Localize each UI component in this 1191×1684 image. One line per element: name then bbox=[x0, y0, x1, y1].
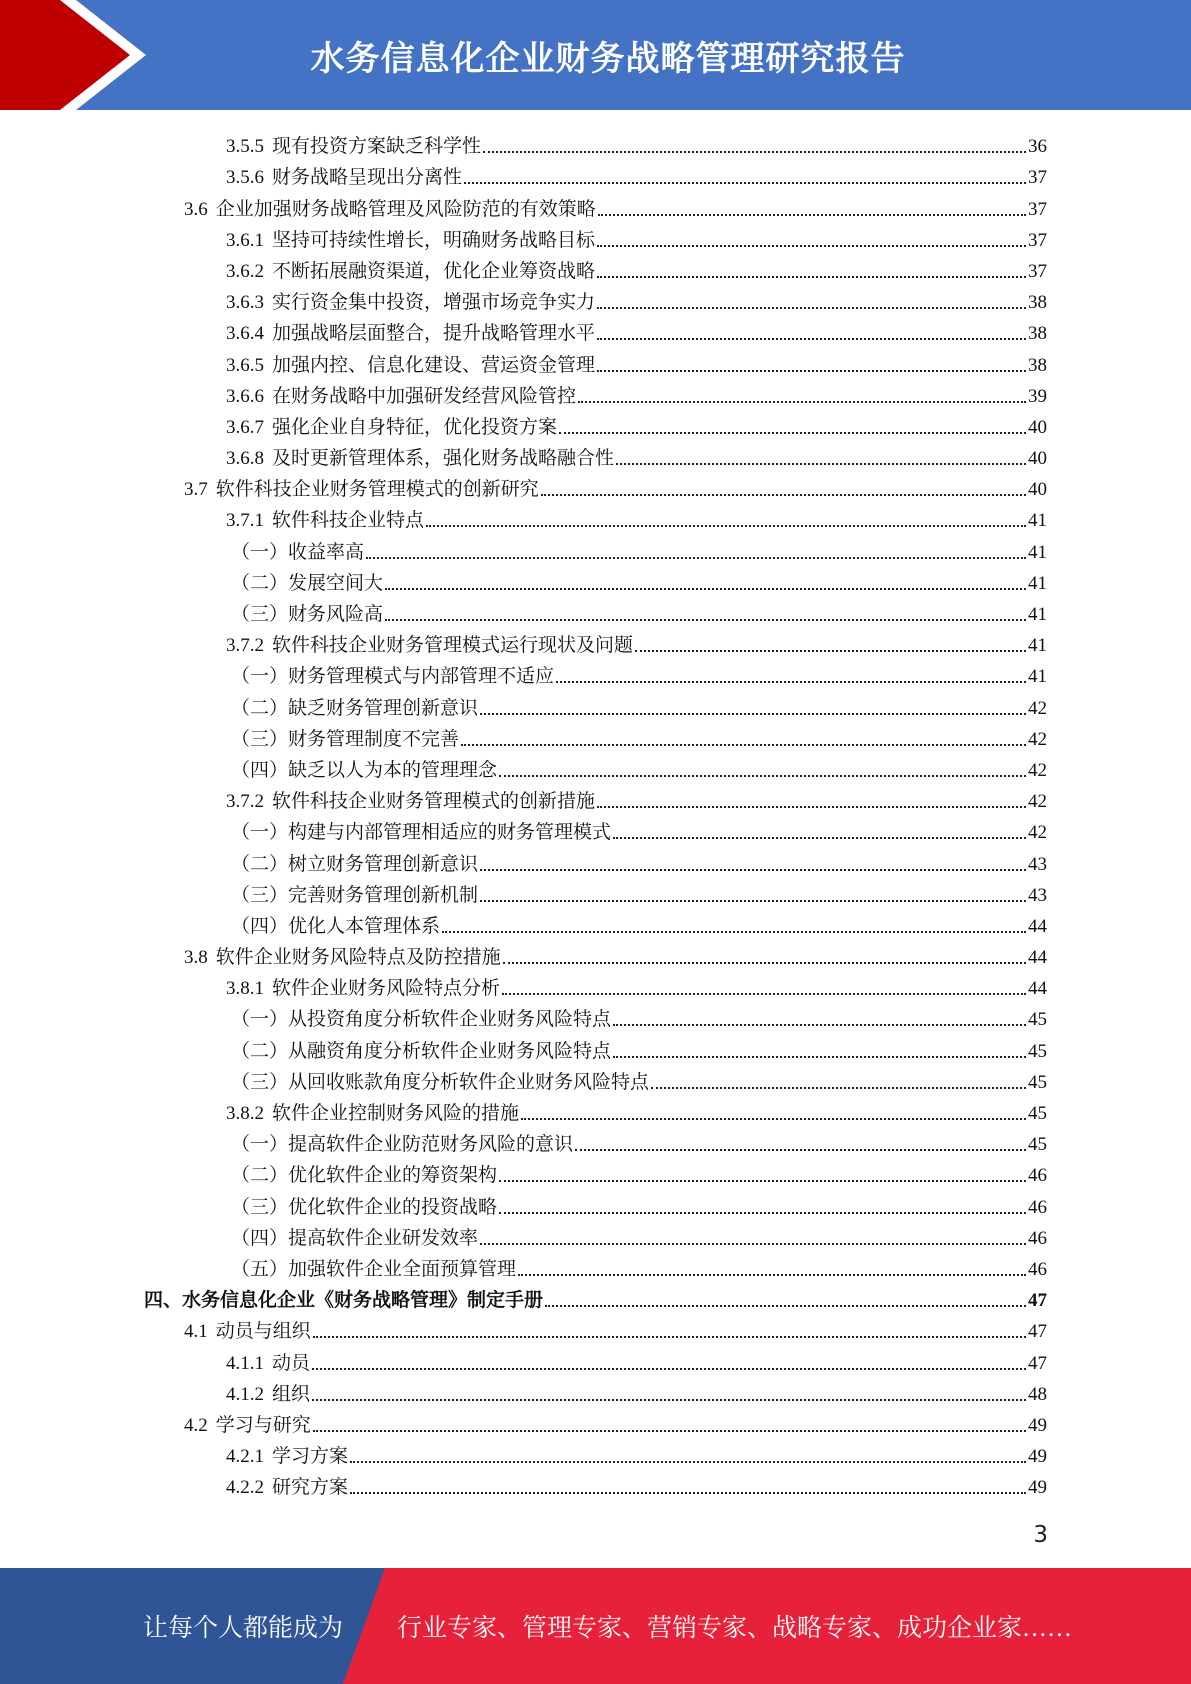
toc-entry-title: 软件科技企业财务管理模式的创新措施 bbox=[272, 791, 596, 813]
toc-entry[interactable] bbox=[0, 189, 1191, 220]
toc-entry[interactable] bbox=[0, 501, 1191, 532]
toc-dot-leader bbox=[613, 1024, 1026, 1026]
toc-dot-leader bbox=[578, 401, 1026, 403]
toc-entry[interactable] bbox=[0, 751, 1191, 782]
toc-entry-title: 在财务战略中加强研发经营风险管控 bbox=[272, 385, 577, 407]
toc-entry-title: （二）从融资角度分析软件企业财务风险特点 bbox=[231, 1040, 612, 1062]
toc-dot-leader bbox=[313, 1336, 1026, 1338]
toc-entry-page: 46 bbox=[1028, 1196, 1047, 1218]
toc-entry[interactable] bbox=[0, 1125, 1191, 1156]
toc-dot-leader bbox=[426, 525, 1026, 527]
toc-entry-number: 4.1.2 bbox=[226, 1383, 264, 1405]
table-of-contents bbox=[0, 127, 1191, 1499]
toc-entry-title: 研究方案 bbox=[272, 1477, 349, 1499]
toc-entry-page: 38 bbox=[1028, 292, 1047, 314]
toc-dot-leader bbox=[480, 869, 1026, 871]
toc-entry-page: 42 bbox=[1028, 791, 1047, 813]
toc-entry-title: （二）发展空间大 bbox=[231, 572, 384, 594]
toc-entry-title: （五）加强软件企业全面预算管理 bbox=[231, 1258, 517, 1280]
toc-entry-page: 43 bbox=[1028, 853, 1047, 875]
toc-entry-title: 坚持可持续性增长，明确财务战略目标 bbox=[272, 229, 596, 251]
toc-entry-number: 3.5.6 bbox=[226, 167, 264, 189]
toc-entry[interactable] bbox=[0, 532, 1191, 563]
toc-dot-leader bbox=[598, 214, 1026, 216]
toc-entry-title: （四）优化人本管理体系 bbox=[231, 915, 441, 937]
toc-dot-leader bbox=[385, 588, 1026, 590]
toc-entry-page: 37 bbox=[1028, 198, 1047, 220]
toc-entry[interactable] bbox=[0, 782, 1191, 813]
toc-entry[interactable] bbox=[0, 813, 1191, 844]
toc-entry-title: （三）优化软件企业的投资战略 bbox=[231, 1196, 498, 1218]
toc-entry-number: 3.6.3 bbox=[226, 292, 264, 314]
toc-dot-leader bbox=[480, 900, 1026, 902]
toc-entry[interactable] bbox=[0, 127, 1191, 158]
toc-entry-number: 3.8.2 bbox=[226, 1103, 264, 1124]
toc-entry[interactable] bbox=[0, 1063, 1191, 1094]
toc-dot-leader bbox=[613, 837, 1026, 839]
toc-dot-leader bbox=[499, 1180, 1026, 1182]
toc-entry[interactable] bbox=[0, 1219, 1191, 1250]
toc-entry-number: 4.1.1 bbox=[226, 1352, 264, 1374]
toc-dot-leader bbox=[575, 1149, 1026, 1151]
toc-entry[interactable] bbox=[0, 377, 1191, 408]
toc-entry-title: 企业加强财务战略管理及风险防范的有效策略 bbox=[215, 198, 596, 220]
toc-entry-number: 3.7.2 bbox=[226, 635, 264, 657]
toc-entry-page: 37 bbox=[1028, 167, 1047, 189]
toc-entry[interactable] bbox=[0, 408, 1191, 439]
toc-entry-page: 45 bbox=[1028, 1103, 1047, 1124]
toc-dot-leader bbox=[499, 1212, 1026, 1214]
toc-entry-title: 加强战略层面整合，提升战略管理水平 bbox=[272, 323, 596, 345]
toc-entry-title: 软件科技企业特点 bbox=[272, 510, 425, 532]
toc-entry-number: 3.6 bbox=[184, 198, 208, 220]
toc-entry[interactable] bbox=[0, 720, 1191, 751]
toc-entry-title: 软件科技企业财务管理模式的创新研究 bbox=[215, 479, 539, 501]
page-footer bbox=[0, 1568, 1191, 1684]
toc-dot-leader bbox=[502, 993, 1026, 995]
toc-entry-page: 41 bbox=[1028, 541, 1047, 563]
toc-entry-title: 强化企业自身特征，优化投资方案 bbox=[272, 416, 558, 438]
toc-dot-leader bbox=[541, 494, 1026, 496]
toc-dot-leader bbox=[597, 338, 1026, 340]
toc-dot-leader bbox=[312, 1368, 1026, 1370]
toc-entry-number: 3.6.6 bbox=[226, 385, 264, 407]
toc-entry-page: 41 bbox=[1028, 572, 1047, 594]
toc-entry[interactable] bbox=[0, 1281, 1191, 1312]
toc-entry[interactable] bbox=[0, 938, 1191, 969]
footer-roles: 行业专家、管理专家、营销专家、战略专家、成功企业家…… bbox=[397, 1615, 1073, 1642]
toc-entry-title: 及时更新管理体系，强化财务战略融合性 bbox=[272, 448, 615, 470]
toc-entry-title: （三）从回收账款角度分析软件企业财务风险特点 bbox=[231, 1071, 650, 1093]
toc-entry[interactable] bbox=[0, 657, 1191, 688]
toc-entry-page: 41 bbox=[1028, 510, 1047, 532]
toc-entry-page: 45 bbox=[1028, 1134, 1047, 1156]
toc-entry-page: 39 bbox=[1028, 385, 1047, 407]
toc-entry-title: 财务战略呈现出分离性 bbox=[272, 167, 463, 189]
toc-entry-title: （二）优化软件企业的筹资架构 bbox=[231, 1165, 498, 1187]
toc-entry[interactable] bbox=[0, 1187, 1191, 1218]
toc-dot-leader bbox=[313, 1430, 1026, 1432]
toc-dot-leader bbox=[616, 463, 1026, 465]
toc-entry-number: 4.2.2 bbox=[226, 1477, 264, 1499]
toc-entry-page: 42 bbox=[1028, 759, 1047, 781]
toc-entry-title: （二）树立财务管理创新意识 bbox=[231, 853, 479, 875]
toc-dot-leader bbox=[464, 182, 1026, 184]
toc-entry-title: 不断拓展融资渠道，优化企业筹资战略 bbox=[272, 260, 596, 282]
toc-entry[interactable] bbox=[0, 1406, 1191, 1437]
toc-dot-leader bbox=[385, 619, 1026, 621]
toc-entry-title: （二）缺乏财务管理创新意识 bbox=[231, 697, 479, 719]
toc-entry[interactable] bbox=[0, 158, 1191, 189]
toc-entry-number: 3.7.2 bbox=[226, 791, 264, 813]
toc-entry-title: 软件企业控制财务风险的措施 bbox=[272, 1103, 520, 1124]
toc-entry-page: 40 bbox=[1028, 416, 1047, 438]
toc-entry-page: 42 bbox=[1028, 697, 1047, 719]
toc-dot-leader bbox=[556, 681, 1026, 683]
toc-entry[interactable] bbox=[0, 1375, 1191, 1406]
toc-entry-number: 4.1 bbox=[184, 1321, 208, 1343]
toc-entry-title: 组织 bbox=[272, 1383, 311, 1405]
toc-entry-page: 41 bbox=[1028, 604, 1047, 625]
toc-entry[interactable] bbox=[0, 1000, 1191, 1031]
toc-dot-leader bbox=[499, 775, 1026, 777]
toc-entry-page: 38 bbox=[1028, 323, 1047, 345]
report-title: 水务信息化企业财务战略管理研究报告 bbox=[310, 38, 906, 79]
toc-entry[interactable] bbox=[0, 221, 1191, 252]
toc-entry-page: 37 bbox=[1028, 260, 1047, 282]
toc-dot-leader bbox=[461, 744, 1026, 746]
toc-dot-leader bbox=[483, 151, 1026, 153]
toc-entry-number: 3.6.2 bbox=[226, 260, 264, 282]
toc-entry-page: 47 bbox=[1028, 1290, 1047, 1312]
toc-entry[interactable] bbox=[0, 345, 1191, 376]
toc-dot-leader bbox=[613, 1056, 1026, 1058]
toc-entry[interactable] bbox=[0, 907, 1191, 938]
toc-entry-title: 软件科技企业财务管理模式运行现状及问题 bbox=[272, 635, 634, 657]
toc-dot-leader bbox=[597, 806, 1026, 808]
toc-entry-page: 49 bbox=[1028, 1477, 1047, 1499]
toc-entry[interactable] bbox=[0, 1312, 1191, 1343]
toc-entry-title: 软件企业财务风险特点分析 bbox=[272, 978, 501, 1000]
toc-entry-title: 加强内控、信息化建设、营运资金管理 bbox=[272, 354, 596, 376]
toc-dot-leader bbox=[651, 1087, 1026, 1089]
toc-entry-page: 45 bbox=[1028, 1009, 1047, 1031]
toc-entry[interactable] bbox=[0, 470, 1191, 501]
toc-entry-title: （一）提高软件企业防范财务风险的意识 bbox=[231, 1134, 574, 1156]
toc-dot-leader bbox=[597, 370, 1026, 372]
toc-dot-leader bbox=[545, 1305, 1026, 1307]
toc-entry-page: 44 bbox=[1028, 947, 1047, 969]
toc-entry-page: 40 bbox=[1028, 479, 1047, 501]
toc-entry-page: 49 bbox=[1028, 1414, 1047, 1436]
toc-entry-title: 四、水务信息化企业《财务战略管理》制定手册 bbox=[144, 1290, 544, 1312]
toc-entry-number: 3.7 bbox=[184, 479, 208, 501]
toc-dot-leader bbox=[597, 245, 1026, 247]
toc-entry[interactable] bbox=[0, 1156, 1191, 1187]
toc-dot-leader bbox=[503, 962, 1026, 964]
toc-entry[interactable] bbox=[0, 1031, 1191, 1062]
toc-dot-leader bbox=[480, 713, 1026, 715]
toc-entry[interactable] bbox=[0, 595, 1191, 626]
toc-entry-title: （一）财务管理模式与内部管理不适应 bbox=[231, 666, 555, 688]
footer-slogan: 让每个人都能成为 bbox=[143, 1615, 344, 1642]
toc-entry-title: 动员 bbox=[272, 1352, 311, 1374]
toc-entry-number: 3.6.1 bbox=[226, 229, 264, 251]
toc-entry[interactable] bbox=[0, 252, 1191, 283]
toc-dot-leader bbox=[597, 276, 1026, 278]
toc-entry-title: （四）缺乏以人为本的管理理念 bbox=[231, 759, 498, 781]
toc-entry-title: （一）构建与内部管理相适应的财务管理模式 bbox=[231, 822, 612, 844]
toc-entry-number: 3.6.4 bbox=[226, 323, 264, 345]
toc-dot-leader bbox=[480, 1243, 1026, 1245]
toc-entry[interactable] bbox=[0, 1250, 1191, 1281]
toc-entry-page: 44 bbox=[1028, 915, 1047, 937]
toc-entry-title: （四）提高软件企业研发效率 bbox=[231, 1227, 479, 1249]
toc-entry-page: 48 bbox=[1028, 1383, 1047, 1405]
toc-entry-title: （一）从投资角度分析软件企业财务风险特点 bbox=[231, 1009, 612, 1031]
toc-entry-page: 46 bbox=[1028, 1165, 1047, 1187]
toc-entry[interactable] bbox=[0, 1468, 1191, 1499]
toc-entry-number: 3.7.1 bbox=[226, 510, 264, 532]
toc-entry[interactable] bbox=[0, 283, 1191, 314]
toc-entry-number: 3.6.8 bbox=[226, 448, 264, 470]
toc-entry-page: 45 bbox=[1028, 1071, 1047, 1093]
toc-entry-title: 实行资金集中投资，增强市场竞争实力 bbox=[272, 292, 596, 314]
toc-entry[interactable] bbox=[0, 1094, 1191, 1125]
toc-entry[interactable] bbox=[0, 1343, 1191, 1374]
toc-entry-page: 41 bbox=[1028, 666, 1047, 688]
toc-entry-page: 41 bbox=[1028, 635, 1047, 657]
toc-dot-leader bbox=[521, 1118, 1026, 1120]
toc-entry-title: 学习方案 bbox=[272, 1446, 349, 1468]
toc-entry-number: 3.8 bbox=[184, 947, 208, 969]
toc-entry-title: （一）收益率高 bbox=[231, 541, 365, 563]
toc-entry-number: 3.5.5 bbox=[226, 136, 264, 158]
toc-entry-title: 学习与研究 bbox=[215, 1414, 311, 1436]
toc-entry-page: 46 bbox=[1028, 1258, 1047, 1280]
toc-entry-title: 动员与组织 bbox=[215, 1321, 311, 1343]
toc-entry-page: 46 bbox=[1028, 1227, 1047, 1249]
toc-entry-page: 49 bbox=[1028, 1446, 1047, 1468]
toc-entry-title: （三）财务管理制度不完善 bbox=[231, 728, 460, 750]
toc-entry-number: 4.2 bbox=[184, 1414, 208, 1436]
toc-dot-leader bbox=[597, 307, 1026, 309]
toc-entry[interactable] bbox=[0, 688, 1191, 719]
toc-entry-title: 现有投资方案缺乏科学性 bbox=[272, 136, 482, 158]
toc-entry-number: 4.2.1 bbox=[226, 1446, 264, 1468]
toc-entry-page: 38 bbox=[1028, 354, 1047, 376]
page-header bbox=[0, 0, 1191, 110]
toc-entry[interactable] bbox=[0, 439, 1191, 470]
toc-dot-leader bbox=[366, 557, 1026, 559]
toc-entry-page: 42 bbox=[1028, 822, 1047, 844]
toc-entry[interactable] bbox=[0, 876, 1191, 907]
toc-dot-leader bbox=[442, 931, 1026, 933]
toc-entry-page: 47 bbox=[1028, 1321, 1047, 1343]
toc-dot-leader bbox=[350, 1492, 1026, 1494]
toc-entry-page: 42 bbox=[1028, 728, 1047, 750]
toc-dot-leader bbox=[559, 432, 1026, 434]
toc-entry-number: 3.6.5 bbox=[226, 354, 264, 376]
toc-entry[interactable] bbox=[0, 1437, 1191, 1468]
toc-entry-page: 40 bbox=[1028, 448, 1047, 470]
toc-dot-leader bbox=[635, 650, 1026, 652]
toc-entry[interactable] bbox=[0, 314, 1191, 345]
toc-entry[interactable] bbox=[0, 844, 1191, 875]
toc-entry-number: 3.8.1 bbox=[226, 978, 264, 1000]
toc-entry-page: 36 bbox=[1028, 136, 1047, 158]
toc-entry-page: 45 bbox=[1028, 1040, 1047, 1062]
toc-dot-leader bbox=[518, 1274, 1026, 1276]
toc-entry[interactable] bbox=[0, 969, 1191, 1000]
toc-entry[interactable] bbox=[0, 626, 1191, 657]
toc-entry-page: 37 bbox=[1028, 229, 1047, 251]
toc-entry-title: 软件企业财务风险特点及防控措施 bbox=[215, 947, 501, 969]
toc-dot-leader bbox=[350, 1461, 1026, 1463]
toc-entry-page: 44 bbox=[1028, 978, 1047, 1000]
toc-entry-page: 47 bbox=[1028, 1352, 1047, 1374]
toc-entry-title: （三）完善财务管理创新机制 bbox=[231, 884, 479, 906]
toc-entry-title: （三）财务风险高 bbox=[231, 604, 384, 625]
toc-entry[interactable] bbox=[0, 564, 1191, 595]
page-number: 3 bbox=[1033, 1522, 1048, 1548]
toc-entry-page: 43 bbox=[1028, 884, 1047, 906]
toc-dot-leader bbox=[312, 1399, 1026, 1401]
toc-entry-number: 3.6.7 bbox=[226, 416, 264, 438]
